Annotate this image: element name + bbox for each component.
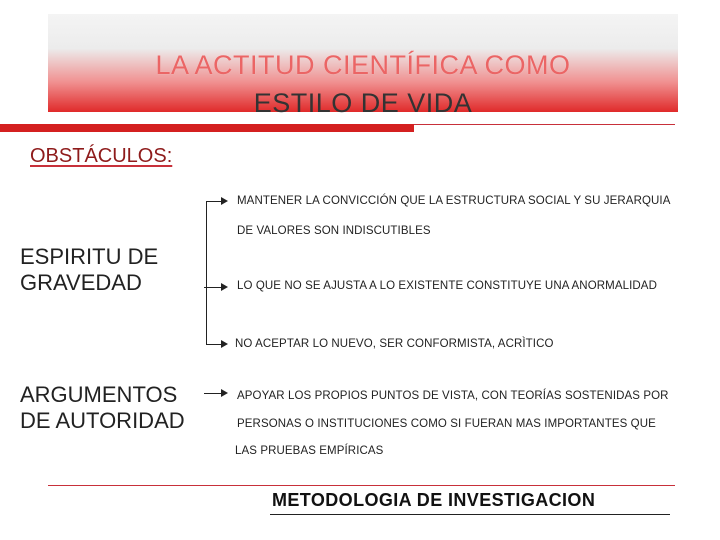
bracket-connector	[206, 201, 207, 344]
connector-line	[204, 393, 221, 394]
footer-divider	[48, 485, 675, 486]
divider-line	[414, 124, 675, 125]
point-text: LAS PRUEBAS EMPÍRICAS	[235, 445, 384, 457]
connector-line	[206, 344, 221, 345]
connector-line	[206, 201, 221, 202]
point-text: LO QUE NO SE AJUSTA A LO EXISTENTE CONSTITUYE UNA ANORMALIDAD	[237, 280, 657, 292]
obstacle-name-line2: GRAVEDAD	[20, 270, 142, 295]
obstacle-name-line2: DE AUTORIDAD	[20, 408, 185, 433]
obstacle-name-line1: ESPIRITU DE	[20, 244, 159, 269]
red-accent-bar	[0, 124, 414, 132]
arrow-right-icon	[221, 389, 228, 397]
point-text: DE VALORES SON INDISCUTIBLES	[237, 225, 431, 237]
obstacle-name-line1: ARGUMENTOS	[20, 382, 178, 407]
point-text: APOYAR LOS PROPIOS PUNTOS DE VISTA, CON TEORÍAS SOSTENIDAS POR	[237, 390, 669, 402]
obstacles-heading: OBSTÁCULOS:	[30, 145, 173, 167]
footer-underline	[270, 514, 670, 515]
footer-title: METODOLOGIA DE INVESTIGACION	[272, 490, 596, 510]
point-text: PERSONAS O INSTITUCIONES COMO SI FUERAN MAS IMPORTANTES QUE	[237, 418, 656, 430]
point-text: MANTENER LA CONVICCIÓN QUE LA ESTRUCTURA SOCIAL Y SU JERARQUIA	[237, 195, 671, 207]
arrow-right-icon	[221, 283, 228, 291]
arrow-right-icon	[221, 340, 228, 348]
title-banner	[48, 14, 678, 118]
slide-title-line1: LA ACTITUD CIENTÍFICA COMO	[155, 50, 571, 80]
point-text: NO ACEPTAR LO NUEVO, SER CONFORMISTA, ACRÌTICO	[235, 338, 554, 350]
arrow-right-icon	[221, 197, 228, 205]
slide-title-line2: ESTILO DE VIDA	[253, 88, 473, 118]
connector-line	[204, 287, 221, 288]
